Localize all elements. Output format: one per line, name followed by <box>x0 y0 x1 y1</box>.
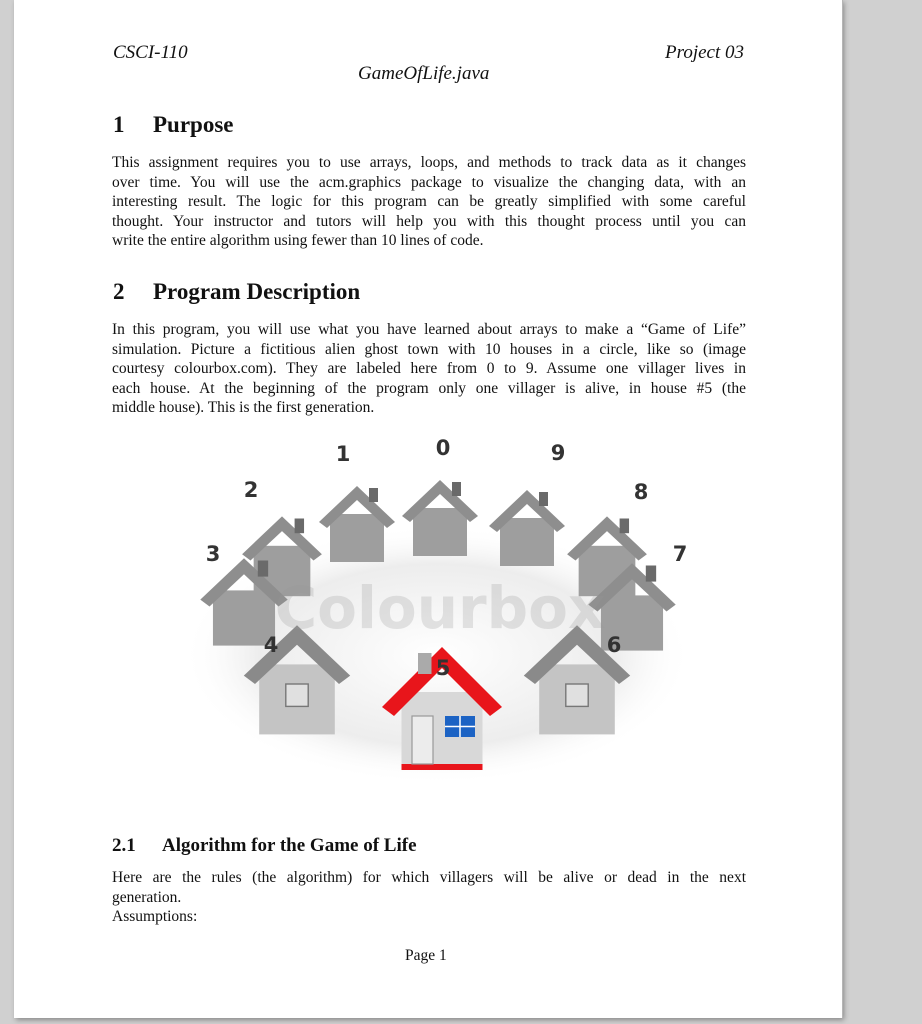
paragraph-line: interesting result. The logic for this program can be greatly simplified with some careful <box>112 193 746 211</box>
paragraph-line: In this program, you will use what you have learned about arrays to make a “Game of Life” <box>112 321 746 338</box>
paragraph-line: write the entire algorithm using fewer than 10 lines of code. <box>112 232 484 250</box>
section-heading-purpose <box>113 112 234 138</box>
house-label-4: 4 <box>263 633 279 657</box>
paragraph-line: each house. At the beginning of the program only one villager is alive, in house #5 (the <box>112 379 746 397</box>
header-filename: GameOfLife.java <box>358 63 490 84</box>
house-9 <box>489 490 565 566</box>
subsection-title: Algorithm for the Game of Life <box>162 835 417 856</box>
paragraph-line: simulation. Picture a fictitious alien ghost town with 10 houses in a circle, like so (image <box>112 340 746 358</box>
section-number: 1 <box>113 112 125 137</box>
house-0 <box>402 480 478 556</box>
subsection-number: 2.1 <box>112 835 136 856</box>
watermark: Colourbox <box>274 574 606 642</box>
section-title: Purpose <box>153 112 234 137</box>
section-title: Program Description <box>153 279 361 304</box>
page-number: Page 1 <box>405 947 447 964</box>
paragraph-line: middle house). This is the first generation. <box>112 399 375 417</box>
house-label-3: 3 <box>205 542 221 566</box>
description-paragraph <box>112 320 746 418</box>
document-page <box>14 0 842 1018</box>
houses-illustration <box>182 430 702 810</box>
house-label-6: 6 <box>606 633 622 657</box>
house-label-0: 0 <box>435 436 451 460</box>
houses-figure <box>182 430 702 810</box>
algorithm-paragraph <box>112 868 746 927</box>
header-course: CSCI-110 <box>113 42 188 63</box>
paragraph-line: generation. <box>112 888 182 906</box>
house-1 <box>319 486 395 562</box>
paragraph-line: thought. Your instructor and tutors will help you with this thought process until you can <box>112 212 746 230</box>
header-project: Project 03 <box>665 42 744 63</box>
section-heading-program-description <box>113 279 360 305</box>
subsection-heading-algorithm <box>112 835 417 857</box>
paragraph-line: courtesy colourbox.com). They are labeled here from 0 to 9. Assume one villager lives in <box>112 360 746 378</box>
paragraph-line: Here are the rules (the algorithm) for which villagers will be alive or dead in the next <box>112 869 746 886</box>
paragraph-line: This assignment requires you to use arrays, loops, and methods to track data as it changes <box>112 154 746 171</box>
paragraph-line: over time. You will use the acm.graphics package to visualize the changing data, with an <box>112 173 746 191</box>
assumptions-label: Assumptions: <box>112 908 198 926</box>
house-label-8: 8 <box>633 480 649 504</box>
purpose-paragraph <box>112 153 746 251</box>
house-label-7: 7 <box>672 542 688 566</box>
house-label-9: 9 <box>550 441 566 465</box>
house-label-5: 5 <box>435 656 451 680</box>
house-label-2: 2 <box>243 478 259 502</box>
house-label-1: 1 <box>335 442 351 466</box>
section-number: 2 <box>113 279 125 304</box>
